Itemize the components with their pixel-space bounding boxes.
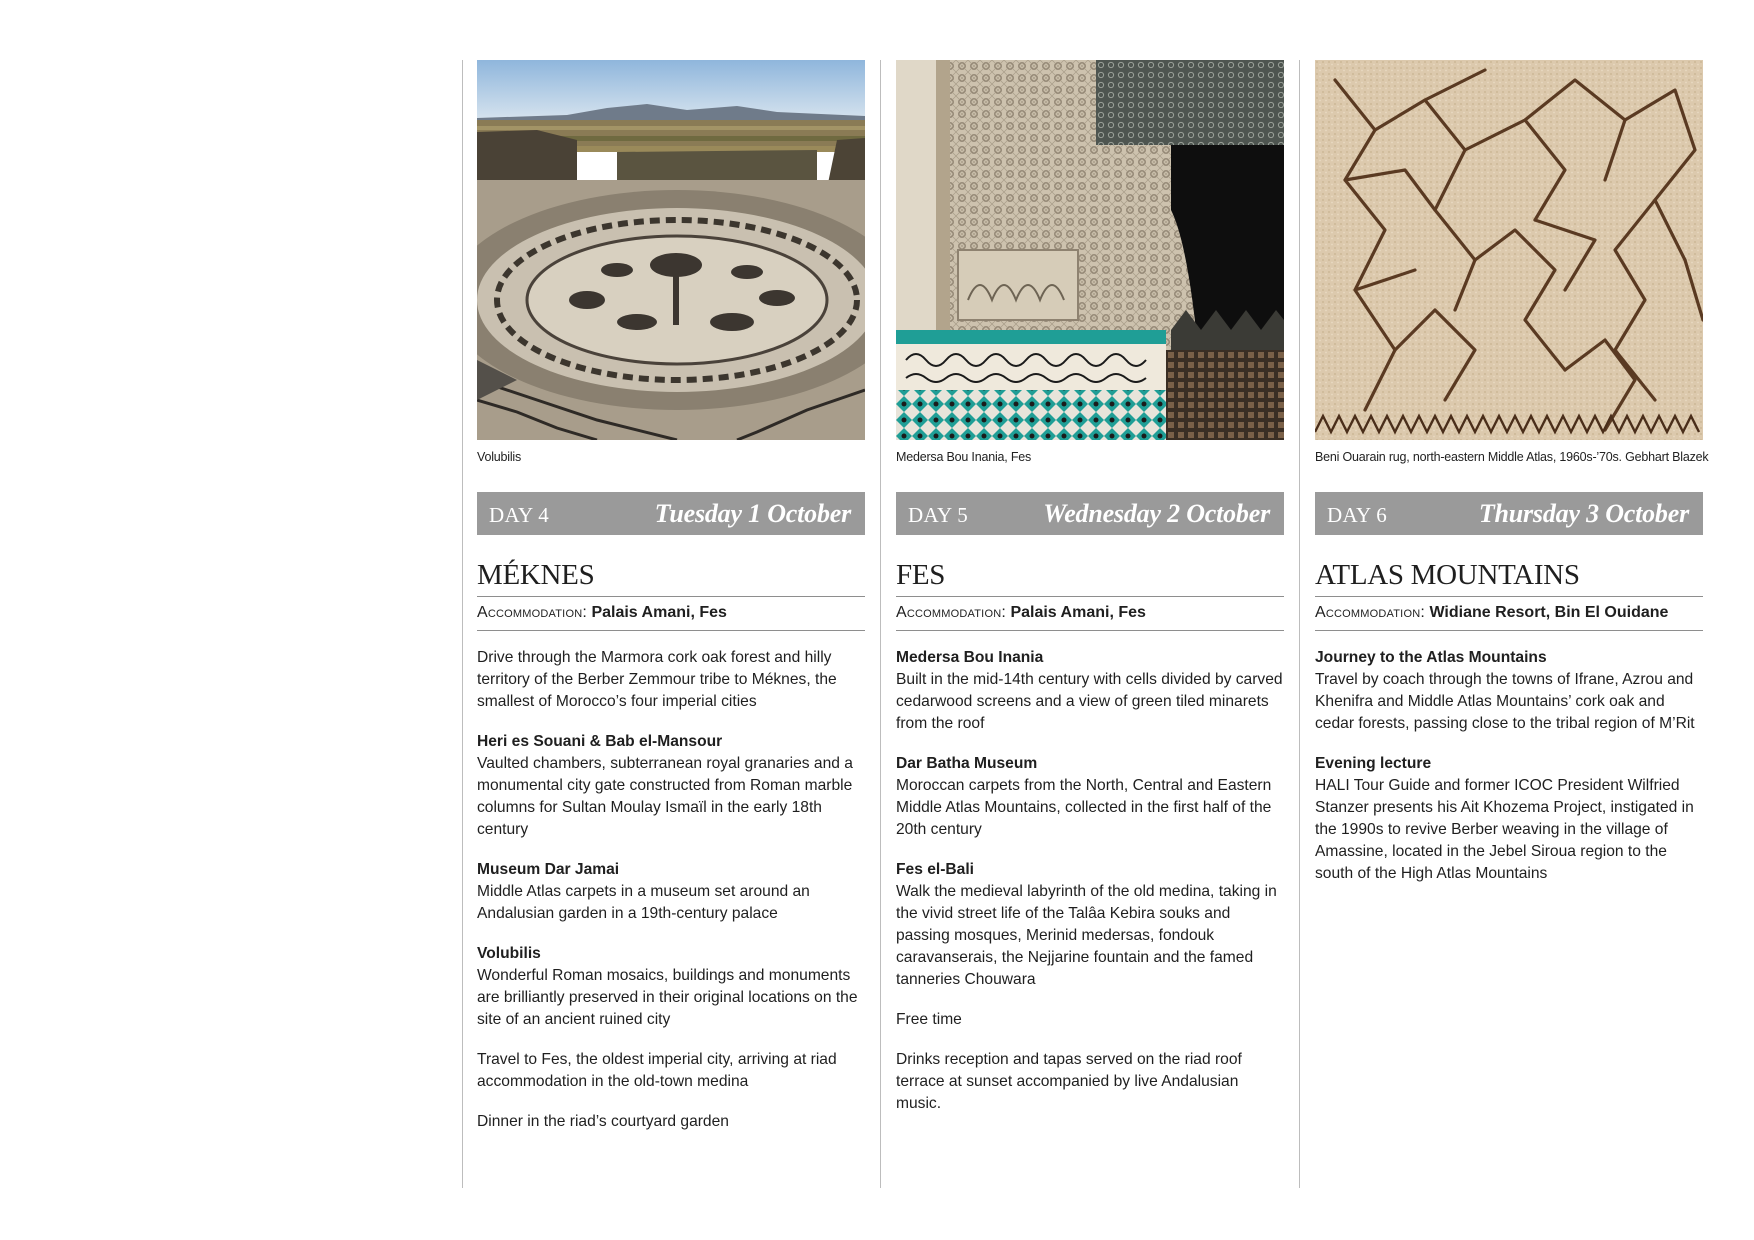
day-column-6	[1315, 60, 1709, 903]
item-text: Built in the mid-14th century with cells divided by carved cedarwood screens and a view of green tiled minarets from the roof	[896, 671, 1283, 732]
itinerary-text	[1315, 647, 1703, 885]
accommodation-value: Palais Amani, Fes	[1010, 604, 1146, 621]
item-text: Dinner in the riad’s courtyard garden	[477, 1113, 729, 1130]
day-number: DAY 4	[489, 503, 550, 527]
accommodation-value: Widiane Resort, Bin El Ouidane	[1429, 604, 1669, 621]
itinerary-item	[896, 753, 1284, 841]
item-heading: Medersa Bou Inania	[896, 649, 1044, 666]
city-title: MÉKNES	[477, 559, 865, 597]
photo-caption: Volubilis	[477, 450, 522, 464]
item-heading: Journey to the Atlas Mountains	[1315, 649, 1547, 666]
accommodation-label: Accommodation:	[1315, 604, 1425, 621]
photo-volubilis	[477, 60, 865, 440]
accommodation-label: Accommodation:	[477, 604, 587, 621]
itinerary-text	[896, 647, 1284, 1115]
itinerary-item	[1315, 753, 1703, 885]
item-heading: Dar Batha Museum	[896, 755, 1038, 772]
photo-caption: Medersa Bou Inania, Fes	[896, 450, 1032, 464]
column-divider	[880, 60, 881, 1188]
day-header-band	[1315, 492, 1703, 535]
item-text: Travel to Fes, the oldest imperial city, arriving at riad accommodation in the old-town medina	[477, 1051, 837, 1090]
day-header-band	[477, 492, 865, 535]
item-text: Wonderful Roman mosaics, buildings and monuments are brilliantly preserved in their original locations on the site of an ancient ruined city	[477, 967, 858, 1028]
column-divider	[1299, 60, 1300, 1188]
accommodation-line	[896, 597, 1284, 631]
itinerary-item	[1315, 647, 1703, 735]
day-column-4	[477, 60, 865, 1151]
day-number: DAY 6	[1327, 503, 1388, 527]
itinerary-item	[896, 1009, 1284, 1031]
day-column-5	[896, 60, 1284, 1133]
itinerary-item	[477, 1111, 865, 1133]
accommodation-line	[1315, 597, 1703, 631]
accommodation-value: Palais Amani, Fes	[591, 604, 727, 621]
itinerary-item	[477, 943, 865, 1031]
day-number: DAY 5	[908, 503, 969, 527]
itinerary-item	[896, 647, 1284, 735]
item-text: Vaulted chambers, subterranean royal granaries and a monumental city gate constructed from Roman marble columns for Sultan Moulay Ismaïl in the early 18th century	[477, 755, 853, 838]
accommodation-line	[477, 597, 865, 631]
city-title: FES	[896, 559, 1284, 597]
item-heading: Museum Dar Jamai	[477, 861, 620, 878]
item-heading: Heri es Souani & Bab el-Mansour	[477, 733, 723, 750]
itinerary-item	[896, 1049, 1284, 1115]
photo-medersa-bou-inania	[896, 60, 1284, 440]
item-text: HALI Tour Guide and former ICOC President Wilfried Stanzer presents his Ait Khozema Project, instigated in the 1990s to revive Berber weaving in the village of Amassine, located in the Jebel Siroua region to the south of the High Atlas Mountains	[1315, 777, 1694, 882]
item-text: Walk the medieval labyrinth of the old medina, taking in the vivid street life of the Talâa Kebira souks and passing mosques, Merinid medersas, fondouk caravanserais, the Nejjarine fountain and the famed tanneries Chouwara	[896, 883, 1277, 988]
itinerary-item	[477, 731, 865, 841]
itinerary-item	[477, 859, 865, 925]
itinerary-item	[896, 859, 1284, 991]
accommodation-label: Accommodation:	[896, 604, 1006, 621]
item-text: Free time	[896, 1011, 962, 1028]
itinerary-text	[477, 647, 865, 1133]
item-text: Travel by coach through the towns of Ifrane, Azrou and Khenifra and Middle Atlas Mountains’ cork oak and cedar forests, passing close to the tribal region of M’Rit	[1315, 671, 1695, 732]
day-date: Tuesday 1 October	[654, 498, 851, 528]
photo-caption: Beni Ouarain rug, north-eastern Middle Atlas, 1960s-’70s. Gebhart Blazek	[1315, 450, 1709, 464]
city-title: ATLAS MOUNTAINS	[1315, 559, 1703, 597]
item-text: Moroccan carpets from the North, Central and Eastern Middle Atlas Mountains, collected in the first half of the 20th century	[896, 777, 1272, 838]
day-date: Wednesday 2 October	[1043, 498, 1270, 528]
item-text: Middle Atlas carpets in a museum set around an Andalusian garden in a 19th-century palace	[477, 883, 810, 922]
photo-beni-ouarain-rug	[1315, 60, 1703, 440]
item-heading: Volubilis	[477, 945, 541, 962]
item-text: Drinks reception and tapas served on the riad roof terrace at sunset accompanied by live Andalusian music.	[896, 1051, 1242, 1112]
itinerary-item	[477, 1049, 865, 1093]
item-heading: Evening lecture	[1315, 755, 1432, 772]
day-date: Thursday 3 October	[1478, 498, 1689, 528]
itinerary-item	[477, 647, 865, 713]
item-text: Drive through the Marmora cork oak forest and hilly territory of the Berber Zemmour tribe to Méknes, the smallest of Morocco’s four imperial cities	[477, 649, 837, 710]
item-heading: Fes el-Bali	[896, 861, 974, 878]
day-header-band	[896, 492, 1284, 535]
column-divider	[462, 60, 463, 1188]
